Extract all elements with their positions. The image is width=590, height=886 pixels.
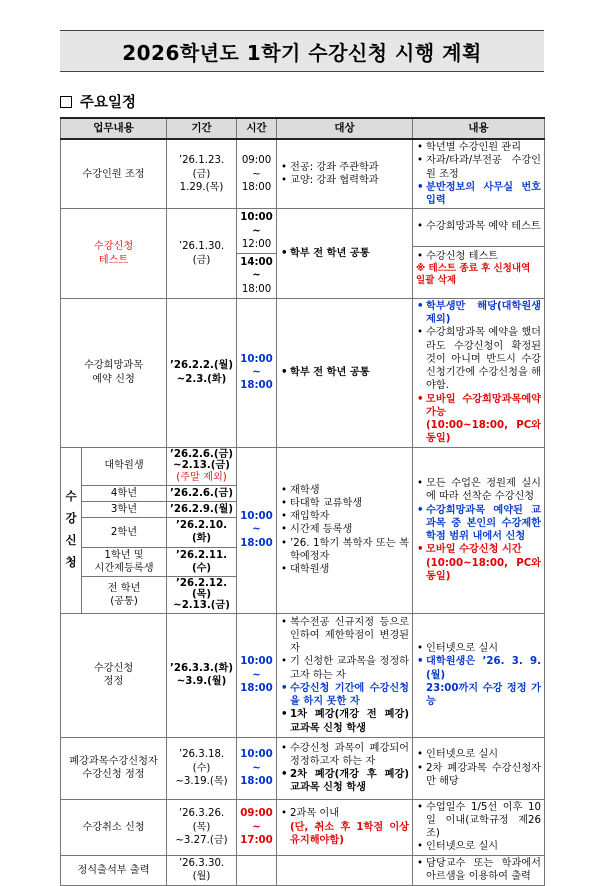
target-item: • 기 신청한 교과목을 정정하고자 하는 자 (290, 655, 409, 682)
period-start: ’26.2.2.(월) (170, 360, 234, 372)
section-heading (60, 91, 136, 112)
task-line: 수강신청 정정 (82, 769, 145, 781)
task-line: 전 학년 (107, 582, 141, 594)
target-item: • 재학생 (290, 484, 409, 497)
time-start: 10:00 ~ (240, 212, 273, 237)
period-note: (주말 제외) (176, 471, 227, 483)
content-item (426, 393, 541, 446)
time-cell (237, 447, 277, 613)
content-item: • 학년별 수강인원 관리 (426, 141, 541, 154)
target-item: • 수강신청 기간에 수강신청을 하지 못한 자 (290, 682, 409, 709)
target-item: • 대학원생 (290, 563, 409, 576)
period-cell: ’26.3.30.(월) (167, 855, 237, 885)
task-cell: 2학년 (82, 518, 167, 548)
content-item: • 분반정보의 사무실 번호 입력 (426, 181, 541, 208)
target-item: • 학부 전 학년 공통 (290, 247, 409, 260)
table-row (61, 855, 545, 885)
task-line: 1학년 및 (104, 549, 144, 561)
period-start: ’26.3.3.(화) (170, 662, 234, 674)
header-content: 내용 (413, 118, 545, 139)
target-cell (277, 139, 413, 209)
target-cell (277, 447, 413, 613)
task-line: 시간제등록생 (94, 562, 154, 574)
group-char: 신 (65, 533, 77, 548)
target-cell (277, 855, 413, 885)
task-cell (61, 209, 167, 299)
target-item: • 1차 폐강(개강 전 폐강) 교과목 신청 학생 (290, 708, 409, 735)
task-cell: 수강취소 신청 (61, 799, 167, 855)
target-item: • 학부 전 학년 공통 (290, 366, 409, 379)
task-line: 수강희망과목 (83, 360, 144, 372)
time-end: 18:00 (241, 283, 272, 295)
header-target: 대상 (277, 118, 413, 139)
content-item (426, 655, 541, 708)
content-item: • 인터넷으로 실시 (426, 748, 541, 761)
task-line: 폐강과목수강신청자 (69, 755, 158, 767)
time-end: 18:00 (241, 181, 272, 193)
target-cell (277, 298, 413, 447)
period-cell: ’26.2.6.(금) (167, 485, 237, 501)
time-start: 14:00 ~ (240, 257, 273, 282)
content-cell (413, 209, 545, 299)
content-item: • 학부생만 해당(대학원생 제외) (426, 300, 541, 327)
period-cell (167, 577, 237, 614)
target-cell (277, 613, 413, 737)
content-text: 모바일 수강희망과목예약 가능 (426, 393, 542, 418)
header-task: 업무내용 (61, 118, 167, 139)
period-end: ~2.13.(금) (173, 600, 230, 612)
task-cell: 3학년 (82, 501, 167, 517)
period-cell (167, 139, 237, 209)
content-cell (413, 139, 545, 209)
time-start: 10:00 ~ (240, 353, 273, 378)
target-item: • ’26. 1학기 복학자 또는 복학예정자 (290, 537, 409, 564)
target-item: • 교양: 강좌 협력학과 (290, 174, 409, 187)
table-row (61, 298, 545, 447)
task-cell (82, 547, 167, 577)
period-end: ~3.19.(목) (175, 775, 228, 787)
period-cell: ’26.2.11.(수) (167, 547, 237, 577)
task-cell: 4학년 (82, 485, 167, 501)
time-start: 10:00 ~ (240, 656, 273, 681)
content-cell (413, 298, 545, 447)
table-row (61, 209, 545, 299)
period-start: ’26.3.18.(수) (178, 749, 225, 774)
time-end: 12:00 (241, 238, 272, 250)
content-item: • 모든 수업은 정원제 실시에 따라 선착순 수강신청 (426, 477, 541, 504)
target-item: (단, 취소 후 1학점 이상 유지해야함) (290, 821, 410, 846)
target-cell (277, 737, 413, 799)
target-cell (277, 209, 413, 299)
content-item: • 인터넷으로 실시 (426, 840, 541, 853)
period-start: ’26.2.6.(금) (170, 449, 234, 461)
content-item: • 담당교수 또는 학과에서 아르샘을 이용하여 출력 (426, 857, 541, 884)
period-start: ’26.1.23.(금) (178, 155, 225, 180)
content-cell (413, 613, 545, 737)
time-end: 18:00 (240, 537, 273, 549)
table-row (61, 447, 545, 485)
task-cell (61, 298, 167, 447)
period-end: 1.29.(목) (179, 181, 224, 193)
period-start: ’26.3.26.(목) (178, 808, 225, 833)
time-end: 18:00 (240, 775, 273, 787)
task-line: 정정 (103, 676, 124, 688)
target-item: • 타대학 교류학생 (290, 497, 409, 510)
time-end: 18:00 (240, 682, 273, 694)
time-cell (237, 855, 277, 885)
group-label (61, 447, 82, 613)
target-item: • 시간제 등록생 (290, 523, 409, 536)
header-time: 시간 (237, 118, 277, 139)
content-item: • 수강신청 테스트 (426, 250, 541, 263)
target-item: • 재입학자 (290, 510, 409, 523)
task-cell: 수강인원 조정 (61, 139, 167, 209)
content-item: • 인터넷으로 실시 (426, 642, 541, 655)
time-slot-b (237, 253, 276, 298)
group-char: 수 (65, 489, 77, 504)
time-start: 09:00 ~ (240, 808, 273, 833)
section-title: 주요일정 (80, 95, 137, 111)
group-char: 강 (65, 511, 77, 526)
table-row (61, 139, 545, 209)
period-cell (167, 447, 237, 485)
table-row (61, 799, 545, 855)
time-cell (237, 139, 277, 209)
time-slot-a (237, 209, 276, 253)
group-char: 청 (65, 554, 77, 569)
time-end: 17:00 (240, 834, 273, 846)
target-item: • 2과목 이내 (290, 807, 409, 820)
task-cell: 대학원생 (82, 447, 167, 485)
period-cell (167, 613, 237, 737)
time-start: 09:00 ~ (241, 155, 272, 180)
time-start: 10:00 ~ (240, 749, 273, 774)
content-item: • 수업일수 1/5선 이후 10일 이내(교학규정 제26조) (426, 801, 541, 841)
content-item: • 수강희망과목 예약 테스트 (426, 220, 541, 233)
content-cell (413, 799, 545, 855)
time-start: 10:00 ~ (240, 511, 273, 536)
page-title: 2026학년도 1학기 수강신청 시행 계획 (60, 30, 544, 72)
schedule-table (60, 117, 545, 886)
target-cell (277, 799, 413, 855)
period-end: ~3.9.(월) (176, 676, 227, 688)
target-item: • 전공: 강좌 주관학과 (290, 161, 409, 174)
period-end: ~3.27.(금) (175, 834, 228, 846)
content-cell (413, 447, 545, 613)
content-text: (10:00~18:00, PC와 동일) (426, 420, 542, 445)
table-header-row (61, 118, 545, 139)
period-cell: ’26.2.9.(월) (167, 501, 237, 517)
task-line: (공통) (110, 595, 138, 607)
task-cell (82, 577, 167, 614)
target-item: • 수강신청 과목이 폐강되어 정정하고자 하는 자 (290, 742, 409, 769)
content-text: 모바일 수강신청 시간 (426, 544, 522, 556)
time-cell (237, 613, 277, 737)
task-cell: 정식출석부 출력 (61, 855, 167, 885)
period-start: ’26.2.12.(목) (176, 578, 227, 601)
task-line: 테스트 (98, 254, 129, 266)
task-cell (61, 737, 167, 799)
content-cell (413, 737, 545, 799)
task-line: 수강신청 (93, 241, 134, 253)
period-cell: ’26.2.10.(화) (167, 518, 237, 548)
period-cell (167, 298, 237, 447)
content-text: 대학원생은 ’26. 3. 9.(월) (426, 656, 542, 681)
time-cell (237, 298, 277, 447)
period-cell (167, 737, 237, 799)
content-item: • 자과/타과/부전공 수강인원 조정 (426, 154, 541, 181)
content-slot-b (413, 246, 544, 291)
target-item: • 복수전공 신규지정 등으로 인하여 제한학점이 변경된 자 (290, 616, 409, 656)
time-cell (237, 737, 277, 799)
content-item (426, 543, 541, 583)
content-note: ※ 테스트 종료 후 신청내역 일괄 삭제 (416, 262, 531, 287)
period-cell: ’26.1.30.(금) (167, 209, 237, 299)
content-item: • 수강희망과목 예약을 했더라도 수강신청이 확정된 것이 아니며 반드시 수강신청기간에 수강신청을 해야함. (426, 326, 541, 392)
table-row (61, 613, 545, 737)
content-item: • 수강희망과목 예약된 교과목 중 본인의 수강제한학점 범위 내에서 신청 (426, 504, 541, 544)
period-end: ~2.13.(금) (173, 460, 230, 472)
task-line: 예약 신청 (92, 373, 135, 385)
content-item: • 2차 폐강과목 수강신청자만 해당 (426, 762, 541, 789)
content-slot-a (413, 216, 544, 245)
time-cell (237, 799, 277, 855)
time-cell (237, 209, 277, 299)
content-text: (10:00~18:00, PC와 동일) (426, 557, 542, 582)
header-period: 기간 (167, 118, 237, 139)
period-end: ~2.3.(화) (176, 373, 227, 385)
task-cell (61, 613, 167, 737)
table-row (61, 737, 545, 799)
task-line: 수강신청 (93, 662, 134, 674)
target-item: • 2차 폐강(개강 후 폐강) 교과목 신청 학생 (290, 768, 409, 795)
content-text: 23:00까지 수강 정정 가능 (426, 682, 542, 708)
time-end: 18:00 (240, 380, 273, 392)
content-cell (413, 855, 545, 885)
period-cell (167, 799, 237, 855)
square-bullet-icon (60, 96, 72, 108)
